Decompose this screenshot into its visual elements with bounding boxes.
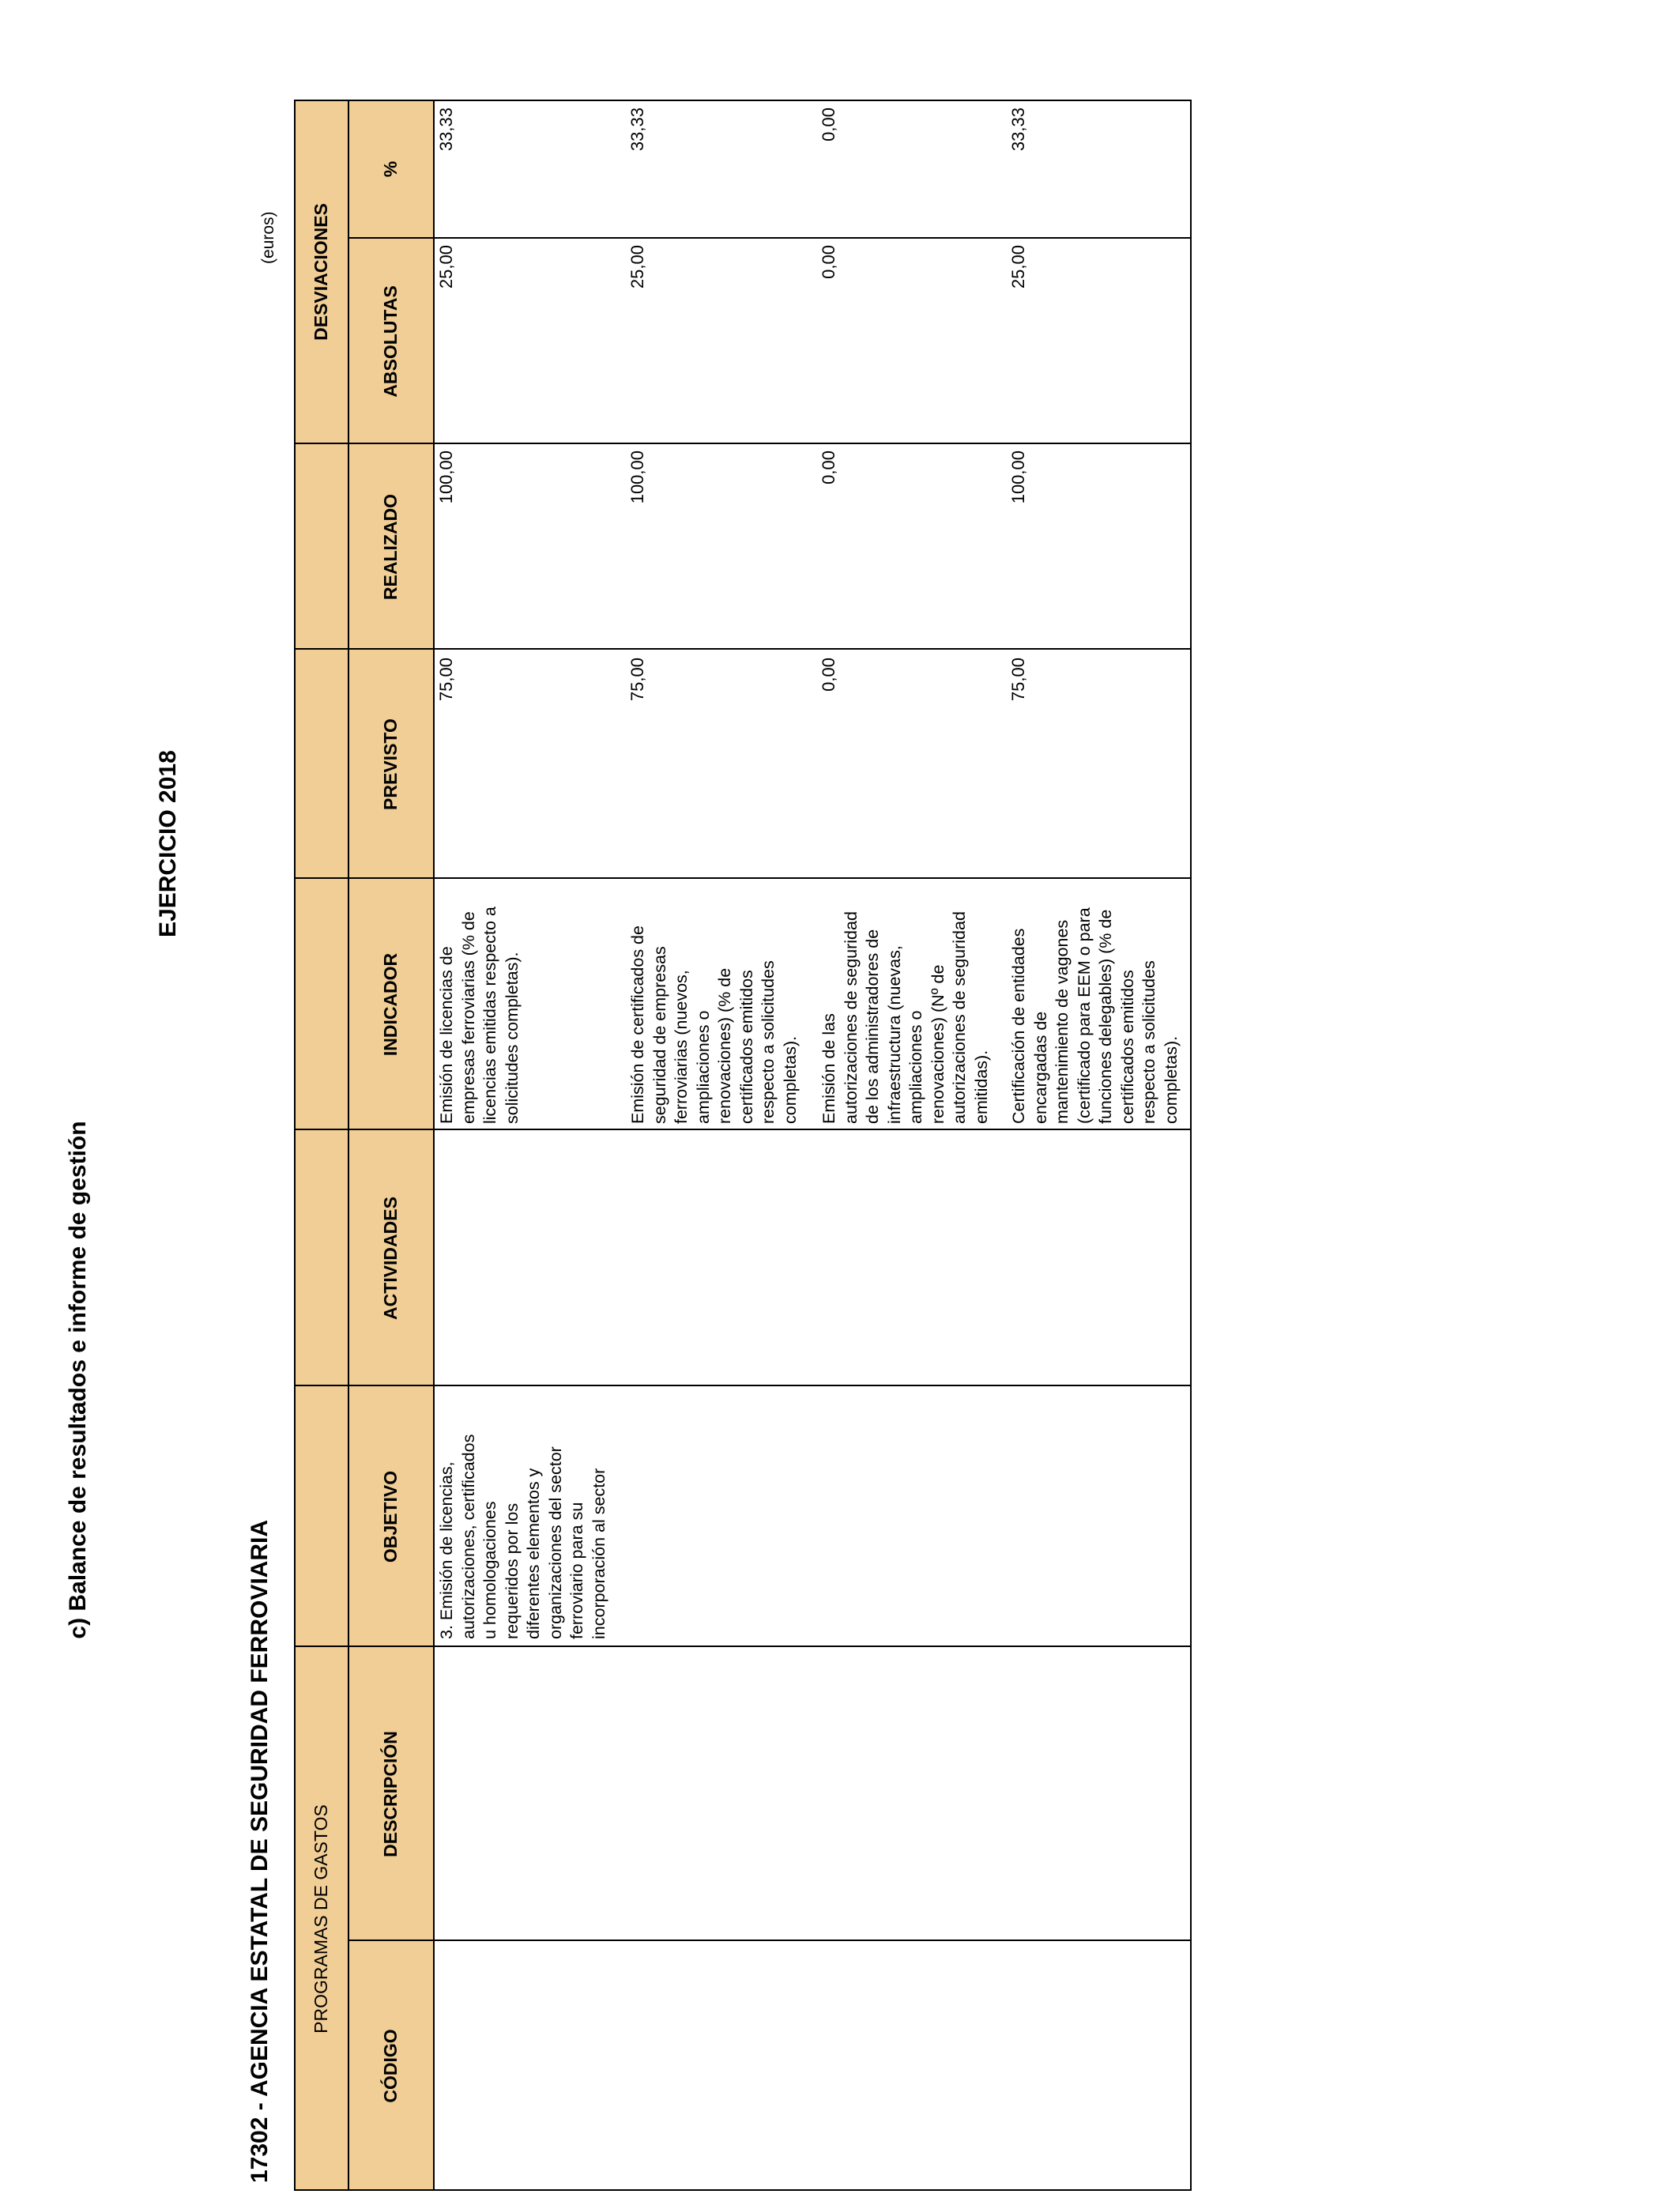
- col-objetivo: OBJETIVO: [379, 1470, 401, 1563]
- col-porcentaje: %: [379, 160, 401, 178]
- objetivo-text: 3. Emisión de licencias, autorizaciones, certificados u homologaciones requeridos por los diferentes elementos y organizaciones del sector ferroviario para su incorporación al sector: [437, 1434, 608, 1639]
- table-row-3-absolutas: 0,00: [819, 245, 838, 279]
- table-row-4-indicador: Certificación de entidades encargadas de mantenimiento de vagones (certificado para EEM o para funciones delegables) (% de certificados emitidos respecto a solicitudes completas).: [1009, 907, 1181, 1124]
- table-row-2-porcentaje: 33,33: [627, 107, 647, 152]
- currency-note: (euros): [259, 211, 277, 264]
- section-title: c) Balance de resultados e informe de gestión: [65, 1121, 91, 1639]
- col-realizado: REALIZADO: [379, 493, 401, 601]
- table-row-1-indicador: Emisión de licencias de empresas ferroviarias (% de licencias emitidas respecto a solicitudes completas).: [437, 907, 522, 1124]
- agency-title: 17302 - AGENCIA ESTATAL DE SEGURIDAD FERROVIARIA: [247, 1519, 273, 2183]
- table-row-1-previsto: 75,00: [436, 658, 456, 702]
- table-row-3-indicador: Emisión de las autorizaciones de seguridad de los administradores de infraestructura (nuevas, ampliaciones o renovaciones) (Nº de autorizaciones de seguridad emitidas).: [819, 911, 991, 1124]
- table-row-1-absolutas: 25,00: [436, 245, 456, 289]
- table-row-4-realizado: 100,00: [1008, 450, 1028, 504]
- col-actividades: ACTIVIDADES: [379, 1197, 401, 1320]
- table-row-3-realizado: 0,00: [819, 450, 838, 484]
- table-row-4-porcentaje: 33,33: [1008, 107, 1028, 152]
- table-row-3-porcentaje: 0,00: [819, 107, 838, 141]
- table-row-2-previsto: 75,00: [627, 658, 647, 702]
- table-row-2-realizado: 100,00: [627, 450, 647, 504]
- exercise-title: EJERCICIO 2018: [155, 750, 181, 937]
- table-row-1-realizado: 100,00: [436, 450, 456, 504]
- col-descripcion: DESCRIPCIÓN: [379, 1731, 401, 1857]
- col-indicador: INDICADOR: [379, 952, 401, 1057]
- table-row-4-absolutas: 25,00: [1008, 245, 1028, 289]
- desviaciones-group-header: DESVIACIONES: [310, 203, 331, 341]
- col-absolutas: ABSOLUTAS: [379, 285, 401, 398]
- table-row-3-previsto: 0,00: [819, 658, 838, 692]
- table-row-1-porcentaje: 33,33: [436, 107, 456, 152]
- table-row-2-indicador: Emisión de certificados de seguridad de empresas ferroviarias (nuevos, ampliaciones o renovaciones) (% de certificados emitidos respecto a solicitudes completas).: [628, 925, 800, 1124]
- programas-group-header: PROGRAMAS DE GASTOS: [310, 1804, 331, 2034]
- table-row-2-absolutas: 25,00: [627, 245, 647, 289]
- col-codigo: CÓDIGO: [379, 2029, 401, 2103]
- col-previsto: PREVISTO: [379, 718, 401, 810]
- table-row-4-previsto: 75,00: [1008, 658, 1028, 702]
